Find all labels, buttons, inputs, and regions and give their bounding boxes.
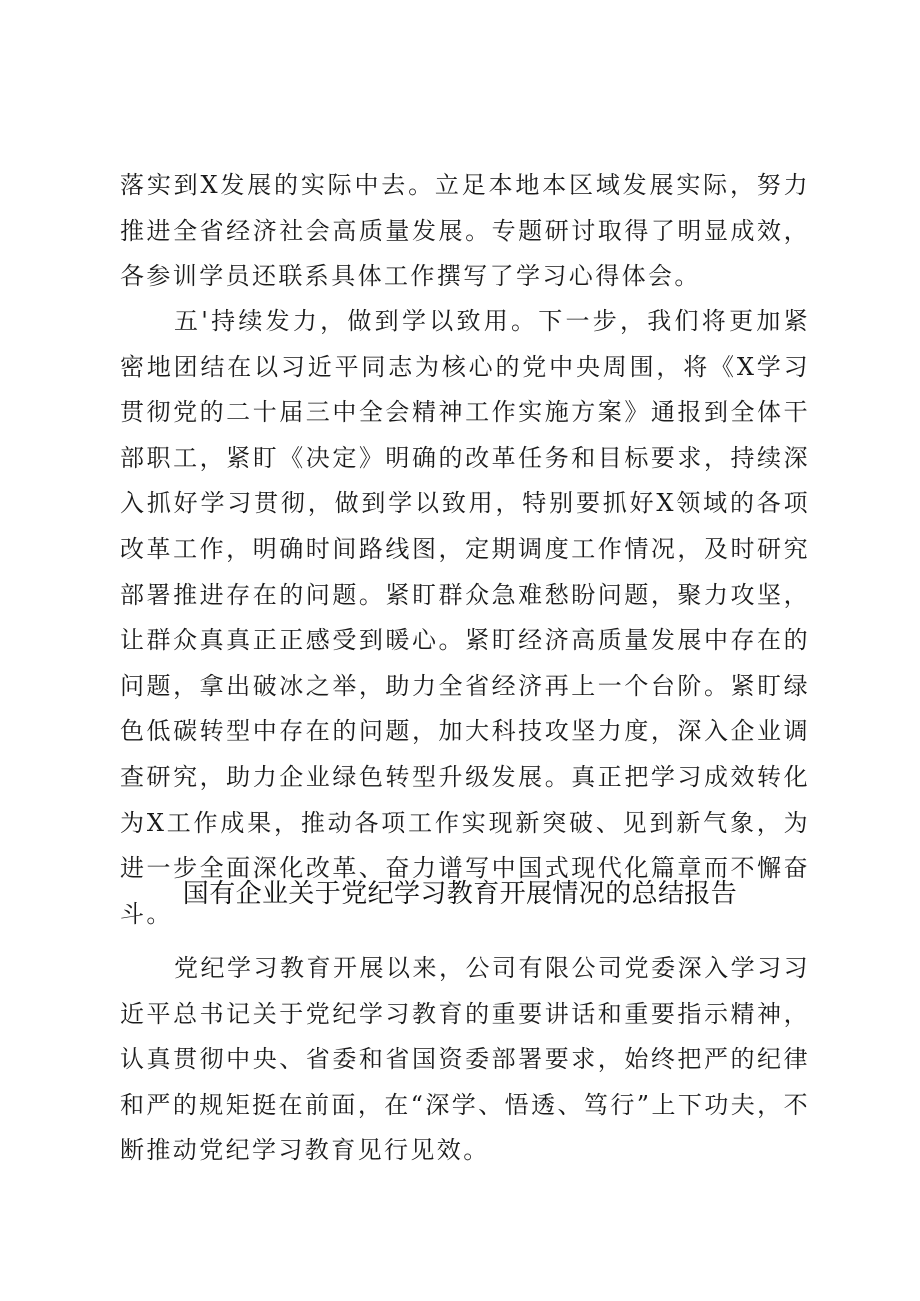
paragraph-report-intro: 党纪学习教育开展以来，公司有限公司党委深入学习习近平总书记关于党纪学习教育的重要讲话和重要指示精神，认真贯彻中央、省委和省国资委部署要求，始终把严的纪律和严的规矩挺在前面，在“深学、悟透、笃行”上下功夫，不断推动党纪学习教育见行见效。 <box>120 954 810 1165</box>
paragraph-section-five: 五'持续发力，做到学以致用。下一步，我们将更加紧密地团结在以习近平同志为核心的党中央周围，将《X学习贯彻党的二十届三中全会精神工作实施方案》通报到全体干部职工，紧盯《决定》明确的改革任务和目标要求，持续深入抓好学习贯彻，做到学以致用，特别要抓好X领域的各项改革工作，明确时间路线图，定期调度工作情况，及时研究部署推进存在的问题。紧盯群众急难愁盼问题，聚力攻坚，让群众真真正正感受到暖心。紧盯经济高质量发展中存在的问题，拿出破冰之举，助力全省经济再上一个台阶。紧盯绿色低碳转型中存在的问题，加大科技攻坚力度，深入企业调查研究，助力企业绿色转型升级发展。真正把学习成效转化为X工作成果，推动各项工作实现新突破、见到新气象，为进一步全面深化改革、奋力谱写中国式现代化篇章而不懈奋斗。 <box>120 307 810 928</box>
report-title: 国有企业关于党纪学习教育开展情况的总结报告 <box>182 879 738 909</box>
paragraph-continuation: 落实到X发展的实际中去。立足本地本区域发展实际，努力推进全省经济社会高质量发展。专题研讨取得了明显成效，各参训学员还联系具体工作撰写了学习心得体会。 <box>120 171 810 291</box>
